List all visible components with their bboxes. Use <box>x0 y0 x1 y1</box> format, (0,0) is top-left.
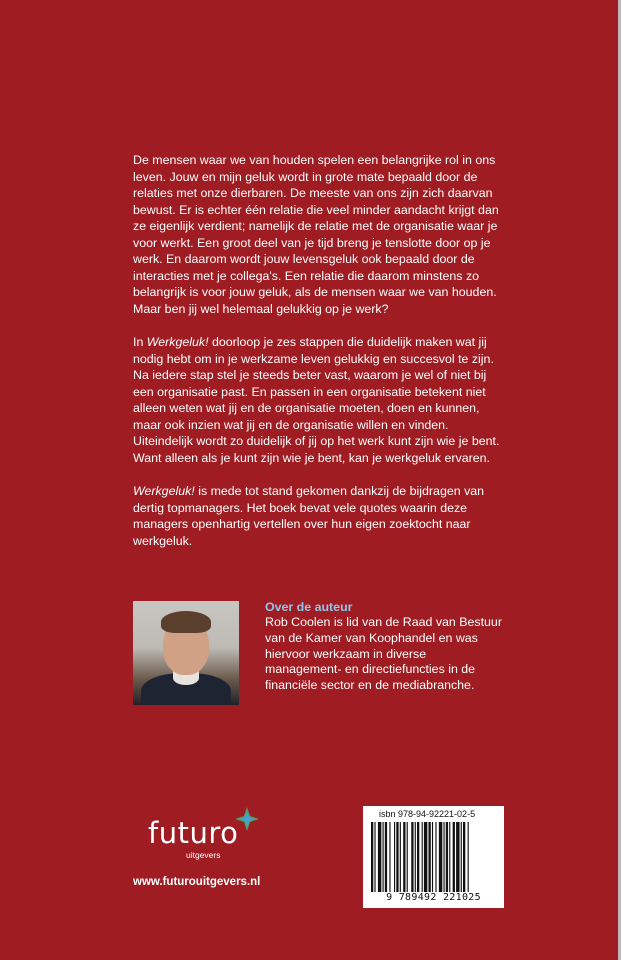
publisher-subtitle: uitgevers <box>186 850 221 860</box>
author-photo-hair <box>161 611 211 633</box>
publisher-star-icon <box>234 806 260 832</box>
blurb-p2-prefix: In <box>133 335 147 349</box>
blurb-paragraph-1: De mensen waar we van houden spelen een belangrijke rol in ons leven. Jouw en mijn geluk wordt in grote mate bepaald door de relaties met onze dierbaren. De meeste van ons zijn zich daarvan bewust. Er is echter één relatie die veel minder aandacht krijgt dan ze eigenlijk verdient; namelijk de relatie met de organisatie waar je voor werkt. Een groot deel van je tijd breng je tenslotte door op je werk. En daarom wordt jouw levensgeluk ook bepaald door de interacties met je collega's. Een relatie die daarom minstens zo belangrijk is voor jouw geluk, als de mensen waar we van houden. Maar ben jij wel helemaal gelukkig op je werk? <box>133 153 499 316</box>
author-photo <box>133 601 239 705</box>
barcode-digits: 9 789492 221025 <box>386 892 481 903</box>
blurb-p3-text: is mede tot stand gekomen dankzij de bijdragen van dertig topmanagers. Het boek bevat vele quotes waarin deze managers openhartig vertellen over hun eigen zoektocht naar werkgeluk. <box>133 484 485 548</box>
author-heading: Over de auteur <box>265 600 353 614</box>
blurb-text <box>133 152 505 566</box>
barcode-bars <box>363 822 504 894</box>
blurb-paragraph-3 <box>133 483 505 549</box>
author-bio: Rob Coolen is lid van de Raad van Bestuur van de Kamer van Koophandel en was hiervoor werkzaam in diverse management- en directiefuncties in de financiële sector en de mediabranche. <box>265 615 502 693</box>
book-title-inline: Werkgeluk! <box>133 484 195 498</box>
book-title-inline: Werkgeluk! <box>146 335 209 349</box>
publisher-website: www.futurouitgevers.nl <box>133 876 261 888</box>
blurb-paragraph-2 <box>133 334 505 466</box>
isbn-barcode <box>363 806 504 908</box>
blurb-p2-text: doorloop je zes stappen die duidelijk maken wat jij nodig hebt om in je werkzame leven gelukkig en succesvol te zijn. Na iedere stap stel je steeds beter vast, waarom je wel of niet bij een organisatie past. En passen in een organisatie betekent niet alleen weten wat jij en de organisatie moeten, doen en kunnen, maar ook inzien wat jij en de organisatie willen en vinden. Uiteindelijk wordt zo duidelijk of jij op het werk kunt zijn wie je bent. Want alleen als je kunt zijn wie je bent, kan je werkgeluk ervaren. <box>133 335 500 465</box>
isbn-label: isbn 978-94-92221-02-5 <box>379 809 476 819</box>
publisher-name: futuro <box>148 816 239 850</box>
publisher-logo <box>148 806 268 858</box>
